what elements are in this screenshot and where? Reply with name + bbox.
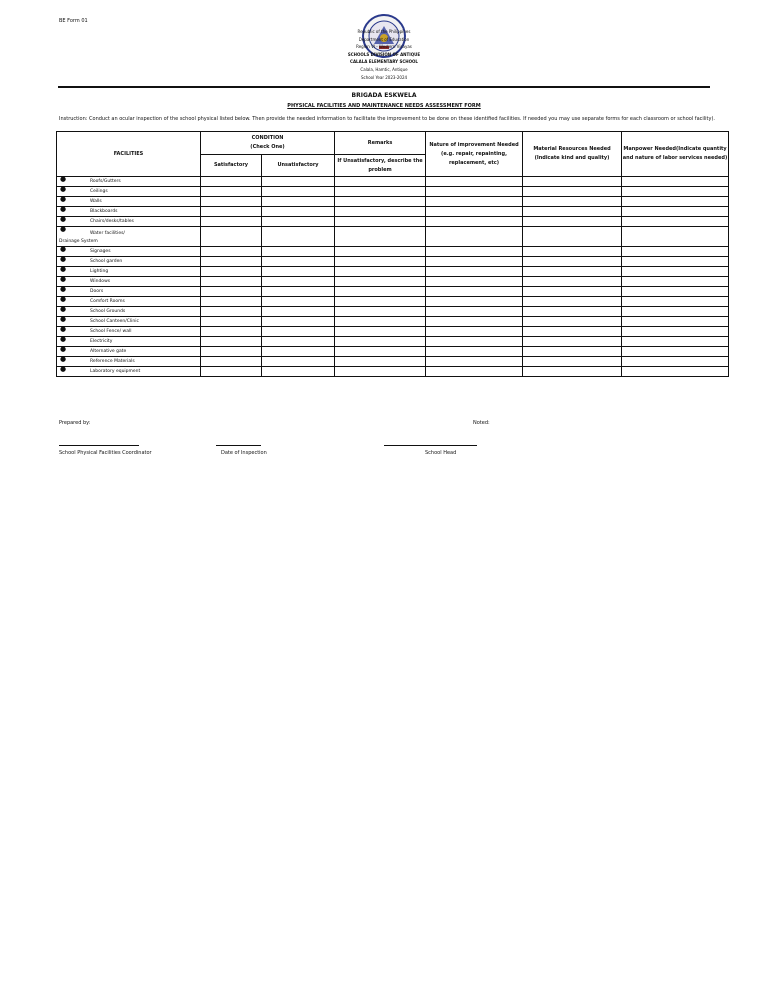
table-row	[57, 327, 729, 337]
material-cell[interactable]	[523, 327, 622, 337]
nature-cell[interactable]	[426, 197, 523, 207]
remarks-cell[interactable]	[335, 217, 426, 227]
material-cell[interactable]	[523, 367, 622, 377]
prepared-by-label: Prepared by:	[59, 420, 91, 426]
facility-cell	[57, 277, 201, 287]
bullet-icon: ●	[60, 345, 67, 353]
manpower-cell[interactable]	[622, 217, 729, 227]
bullet-icon: ●	[60, 175, 67, 183]
unsatisfactory-cell[interactable]	[262, 287, 335, 297]
remarks-cell[interactable]	[335, 317, 426, 327]
header-line-address: Calala, Hamtic, Antique	[360, 66, 408, 72]
header-line-school-year: School Year 2023-2024	[360, 74, 408, 80]
satisfactory-cell[interactable]	[201, 357, 262, 367]
nature-cell[interactable]	[426, 327, 523, 337]
head-signature-line[interactable]	[384, 445, 477, 446]
bullet-icon: ●	[60, 245, 67, 253]
header-unsatisfactory: Unsatisfactory	[262, 155, 335, 177]
manpower-cell[interactable]	[622, 267, 729, 277]
remarks-cell[interactable]	[335, 327, 426, 337]
header-condition-sub: (Check One)	[250, 144, 285, 150]
satisfactory-cell[interactable]	[201, 177, 262, 187]
header-remarks-sub: If Unsatisfactory, describe the problem	[335, 155, 426, 177]
table-row	[57, 367, 729, 377]
date-label: Date of Inspection	[221, 450, 267, 456]
bullet-icon: ●	[60, 255, 67, 263]
manpower-cell[interactable]	[622, 187, 729, 197]
unsatisfactory-cell[interactable]	[262, 357, 335, 367]
facility-cell	[57, 177, 201, 187]
facility-cell	[57, 367, 201, 377]
facility-label-continuation: Drainage System	[59, 239, 98, 244]
material-cell[interactable]	[523, 197, 622, 207]
head-label: School Head	[425, 450, 457, 456]
satisfactory-cell[interactable]	[201, 257, 262, 267]
satisfactory-cell[interactable]	[201, 287, 262, 297]
bullet-icon: ●	[60, 185, 67, 193]
unsatisfactory-cell[interactable]	[262, 337, 335, 347]
manpower-cell[interactable]	[622, 317, 729, 327]
satisfactory-cell[interactable]	[201, 337, 262, 347]
facility-cell	[57, 287, 201, 297]
form-title: BRIGADA ESKWELA	[351, 92, 417, 99]
table-row	[57, 307, 729, 317]
material-cell[interactable]	[523, 257, 622, 267]
header-remarks: Remarks	[335, 132, 426, 155]
remarks-cell[interactable]	[335, 357, 426, 367]
manpower-cell[interactable]	[622, 287, 729, 297]
facility-label: Ceilings	[90, 189, 108, 194]
manpower-cell[interactable]	[622, 297, 729, 307]
manpower-cell[interactable]	[622, 207, 729, 217]
coordinator-signature-line[interactable]	[59, 445, 139, 446]
table-row	[57, 217, 729, 227]
facility-cell	[57, 357, 201, 367]
bullet-icon: ●	[60, 315, 67, 323]
unsatisfactory-cell[interactable]	[262, 187, 335, 197]
header-material	[523, 132, 622, 177]
nature-cell[interactable]	[426, 257, 523, 267]
nature-cell[interactable]	[426, 297, 523, 307]
remarks-cell[interactable]	[335, 207, 426, 217]
header-line-school: CALALA ELEMENTARY SCHOOL	[350, 59, 418, 65]
facility-label: Walls	[90, 199, 102, 204]
manpower-cell[interactable]	[622, 357, 729, 367]
satisfactory-cell[interactable]	[201, 307, 262, 317]
facility-label: Laboratory equipment	[90, 369, 141, 374]
bullet-icon: ●	[60, 205, 67, 213]
material-cell[interactable]	[523, 297, 622, 307]
satisfactory-cell[interactable]	[201, 297, 262, 307]
nature-cell[interactable]	[426, 337, 523, 347]
unsatisfactory-cell[interactable]	[262, 257, 335, 267]
school-header	[284, 28, 484, 81]
table-row	[57, 337, 729, 347]
nature-cell[interactable]	[426, 227, 523, 247]
header-manpower: Manpower Needed(Indicate quantity and nature of labor services needed)	[622, 132, 729, 177]
header-divider	[58, 86, 710, 88]
header-material-label: Material Resources Needed	[533, 146, 611, 152]
remarks-cell[interactable]	[335, 197, 426, 207]
facility-cell	[57, 247, 201, 257]
material-cell[interactable]	[523, 207, 622, 217]
facility-label: School Fence/ wall	[90, 329, 132, 334]
form-subtitle: PHYSICAL FACILITIES AND MAINTENANCE NEEDS ASSESSMENT FORM	[287, 103, 481, 109]
facility-label: Comfort Rooms	[90, 299, 125, 304]
nature-cell[interactable]	[426, 287, 523, 297]
material-cell[interactable]	[523, 347, 622, 357]
satisfactory-cell[interactable]	[201, 347, 262, 357]
header-line-department: Department of Education	[358, 36, 410, 42]
assessment-table	[56, 131, 729, 377]
facility-cell	[57, 197, 201, 207]
satisfactory-cell[interactable]	[201, 247, 262, 257]
facility-label: Reference Materials	[90, 359, 135, 364]
remarks-cell[interactable]	[335, 257, 426, 267]
satisfactory-cell[interactable]	[201, 197, 262, 207]
nature-cell[interactable]	[426, 267, 523, 277]
table-row	[57, 347, 729, 357]
facility-label: School garden	[90, 259, 123, 264]
bullet-icon: ●	[60, 355, 67, 363]
unsatisfactory-cell[interactable]	[262, 327, 335, 337]
nature-cell[interactable]	[426, 357, 523, 367]
header-condition-label: CONDITION	[251, 135, 284, 141]
facility-cell	[57, 257, 201, 267]
table-row	[57, 317, 729, 327]
manpower-cell[interactable]	[622, 327, 729, 337]
unsatisfactory-cell[interactable]	[262, 267, 335, 277]
manpower-cell[interactable]	[622, 337, 729, 347]
facility-label: Chairs/desks/tables	[90, 219, 134, 224]
header-line-republic: Republic of the Philippines	[357, 29, 411, 34]
satisfactory-cell[interactable]	[201, 367, 262, 377]
manpower-cell[interactable]	[622, 367, 729, 377]
unsatisfactory-cell[interactable]	[262, 197, 335, 207]
nature-cell[interactable]	[426, 217, 523, 227]
facility-label: Windows	[90, 279, 111, 284]
unsatisfactory-cell[interactable]	[262, 307, 335, 317]
facility-cell	[57, 307, 201, 317]
material-cell[interactable]	[523, 267, 622, 277]
table-row	[57, 187, 729, 197]
remarks-cell[interactable]	[335, 337, 426, 347]
bullet-icon: ●	[60, 215, 67, 223]
material-cell[interactable]	[523, 287, 622, 297]
remarks-cell[interactable]	[335, 277, 426, 287]
nature-cell[interactable]	[426, 187, 523, 197]
satisfactory-cell[interactable]	[201, 317, 262, 327]
manpower-cell[interactable]	[622, 307, 729, 317]
nature-cell[interactable]	[426, 307, 523, 317]
bullet-icon: ●	[60, 225, 67, 233]
facility-cell	[57, 187, 201, 197]
facility-label: Electricity	[90, 339, 113, 344]
facility-label: Alternative gate	[90, 349, 127, 354]
facility-label: Lighting	[90, 269, 109, 274]
table-row	[57, 247, 729, 257]
facility-label: Blackboards	[90, 209, 118, 214]
table-row	[57, 357, 729, 367]
remarks-cell[interactable]	[335, 187, 426, 197]
manpower-cell[interactable]	[622, 227, 729, 247]
form-instruction: Instruction: Conduct an ocular inspection of the school physical listed below. Then provide the needed information to facilitate the improvement to be done on these identified facilities. If needed you may use separate forms for each classroom or school facility).	[59, 116, 716, 122]
noted-label: Noted:	[473, 420, 490, 426]
bullet-icon: ●	[60, 305, 67, 313]
table-row	[57, 177, 729, 187]
nature-cell[interactable]	[426, 367, 523, 377]
facility-label: School Grounds	[90, 309, 126, 314]
remarks-cell[interactable]	[335, 347, 426, 357]
satisfactory-cell[interactable]	[201, 187, 262, 197]
nature-cell[interactable]	[426, 247, 523, 257]
table-row	[57, 267, 729, 277]
facility-cell	[57, 207, 201, 217]
header-line-region: Region VI - Western Visayas	[356, 44, 412, 50]
table-row	[57, 297, 729, 307]
facility-cell	[57, 227, 201, 247]
facility-cell	[57, 297, 201, 307]
bullet-icon: ●	[60, 295, 67, 303]
facility-label: Doors	[90, 289, 104, 294]
header-facilities: FACILITIES	[57, 132, 201, 177]
unsatisfactory-cell[interactable]	[262, 177, 335, 187]
header-nature-label: Nature of improvement Needed	[429, 141, 519, 148]
unsatisfactory-cell[interactable]	[262, 317, 335, 327]
remarks-cell[interactable]	[335, 227, 426, 247]
unsatisfactory-cell[interactable]	[262, 367, 335, 377]
material-cell[interactable]	[523, 187, 622, 197]
facility-cell	[57, 217, 201, 227]
satisfactory-cell[interactable]	[201, 277, 262, 287]
bullet-icon: ●	[60, 275, 67, 283]
header-condition	[201, 132, 335, 155]
bullet-icon: ●	[60, 335, 67, 343]
remarks-cell[interactable]	[335, 287, 426, 297]
material-cell[interactable]	[523, 227, 622, 247]
table-row	[57, 257, 729, 267]
facility-cell	[57, 327, 201, 337]
manpower-cell[interactable]	[622, 347, 729, 357]
bullet-icon: ●	[60, 325, 67, 333]
facility-label: Roofs/Gutters	[90, 179, 121, 184]
remarks-cell[interactable]	[335, 267, 426, 277]
unsatisfactory-cell[interactable]	[262, 217, 335, 227]
unsatisfactory-cell[interactable]	[262, 297, 335, 307]
nature-cell[interactable]	[426, 207, 523, 217]
table-row	[57, 287, 729, 297]
date-signature-line[interactable]	[216, 445, 261, 446]
table-row	[57, 207, 729, 217]
unsatisfactory-cell[interactable]	[262, 247, 335, 257]
unsatisfactory-cell[interactable]	[262, 347, 335, 357]
material-cell[interactable]	[523, 277, 622, 287]
header-material-sub: (Indicate kind and quality)	[534, 155, 610, 161]
bullet-icon: ●	[60, 365, 67, 373]
remarks-cell[interactable]	[335, 297, 426, 307]
table-row	[57, 197, 729, 207]
facility-label: Signages	[90, 249, 111, 254]
manpower-cell[interactable]	[622, 197, 729, 207]
facility-label: School Canteen/Clinic	[90, 319, 140, 324]
unsatisfactory-cell[interactable]	[262, 227, 335, 247]
satisfactory-cell[interactable]	[201, 217, 262, 227]
material-cell[interactable]	[523, 317, 622, 327]
bullet-icon: ●	[60, 285, 67, 293]
manpower-cell[interactable]	[622, 177, 729, 187]
header-satisfactory: Satisfactory	[201, 155, 262, 177]
unsatisfactory-cell[interactable]	[262, 277, 335, 287]
material-cell[interactable]	[523, 337, 622, 347]
nature-cell[interactable]	[426, 347, 523, 357]
facility-cell	[57, 337, 201, 347]
table-row	[57, 277, 729, 287]
remarks-cell[interactable]	[335, 367, 426, 377]
facility-cell	[57, 317, 201, 327]
material-cell[interactable]	[523, 177, 622, 187]
header-line-division: SCHOOLS DIVISION OF ANTIQUE	[347, 51, 421, 57]
facility-cell	[57, 267, 201, 277]
nature-cell[interactable]	[426, 317, 523, 327]
material-cell[interactable]	[523, 307, 622, 317]
satisfactory-cell[interactable]	[201, 227, 262, 247]
manpower-cell[interactable]	[622, 247, 729, 257]
unsatisfactory-cell[interactable]	[262, 207, 335, 217]
material-cell[interactable]	[523, 357, 622, 367]
bullet-icon: ●	[60, 265, 67, 273]
nature-cell[interactable]	[426, 277, 523, 287]
satisfactory-cell[interactable]	[201, 327, 262, 337]
manpower-cell[interactable]	[622, 277, 729, 287]
satisfactory-cell[interactable]	[201, 267, 262, 277]
bullet-icon: ●	[60, 195, 67, 203]
remarks-cell[interactable]	[335, 247, 426, 257]
form-number: BE Form 01	[59, 18, 88, 24]
coordinator-label: School Physical Facilities Coordinator	[59, 450, 152, 456]
table-row	[57, 227, 729, 247]
remarks-cell[interactable]	[335, 177, 426, 187]
material-cell[interactable]	[523, 247, 622, 257]
nature-cell[interactable]	[426, 177, 523, 187]
manpower-cell[interactable]	[622, 257, 729, 267]
header-nature-sub: (e.g. repair, repainting, replacement, etc)	[441, 150, 507, 166]
material-cell[interactable]	[523, 217, 622, 227]
satisfactory-cell[interactable]	[201, 207, 262, 217]
header-nature	[426, 132, 523, 177]
facility-label: Water facilities/	[90, 231, 125, 236]
facility-cell	[57, 347, 201, 357]
remarks-cell[interactable]	[335, 307, 426, 317]
